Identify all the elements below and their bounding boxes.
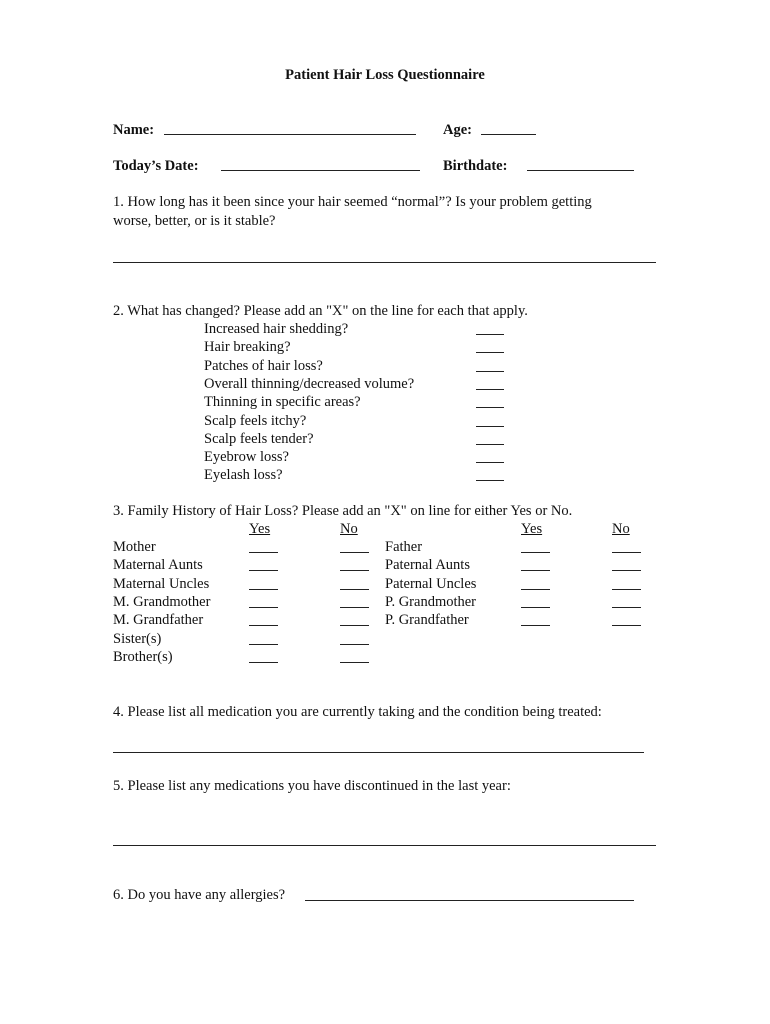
family-yes-line[interactable] bbox=[249, 589, 278, 590]
change-item-label: Eyebrow loss? bbox=[204, 449, 289, 466]
question-1-answer-line[interactable] bbox=[113, 262, 656, 263]
age-label: Age: bbox=[443, 122, 472, 138]
family-yes-line[interactable] bbox=[249, 625, 278, 626]
question-6-answer-line[interactable] bbox=[305, 900, 634, 901]
change-item-answer-line[interactable] bbox=[476, 371, 504, 372]
family-yes-line[interactable] bbox=[249, 607, 278, 608]
question-4-prompt: 4. Please list all medication you are currently taking and the condition being treated: bbox=[113, 704, 602, 720]
question-3-prompt: 3. Family History of Hair Loss? Please add an "X" on line for either Yes or No. bbox=[113, 503, 573, 519]
family-no-line[interactable] bbox=[612, 607, 641, 608]
no-header-left: No bbox=[340, 521, 358, 537]
question-5-prompt: 5. Please list any medications you have discontinued in the last year: bbox=[113, 778, 511, 794]
family-no-line[interactable] bbox=[340, 570, 369, 571]
change-item-label: Scalp feels itchy? bbox=[204, 412, 307, 429]
family-yes-line[interactable] bbox=[249, 662, 278, 663]
family-no-line[interactable] bbox=[340, 589, 369, 590]
family-yes-line[interactable] bbox=[521, 570, 550, 571]
change-item-label: Eyelash loss? bbox=[204, 467, 283, 484]
name-field[interactable] bbox=[164, 134, 416, 135]
yes-header-left: Yes bbox=[249, 521, 271, 537]
family-yes-line[interactable] bbox=[521, 589, 550, 590]
no-header-right: No bbox=[612, 521, 630, 537]
yes-header-right: Yes bbox=[521, 521, 543, 537]
family-no-line[interactable] bbox=[340, 644, 369, 645]
family-no-line[interactable] bbox=[340, 607, 369, 608]
family-member-label: Mother bbox=[113, 539, 156, 555]
family-no-line[interactable] bbox=[612, 552, 641, 553]
family-yes-line[interactable] bbox=[521, 607, 550, 608]
question-4-answer-line[interactable] bbox=[113, 752, 644, 753]
change-item-label: Overall thinning/decreased volume? bbox=[204, 375, 415, 392]
family-member-label: Paternal Uncles bbox=[385, 575, 477, 592]
change-item-label: Hair breaking? bbox=[204, 339, 291, 356]
change-item-label: Patches of hair loss? bbox=[204, 357, 323, 374]
change-item-answer-line[interactable] bbox=[476, 480, 504, 481]
name-label: Name: bbox=[113, 122, 155, 138]
birthdate-field[interactable] bbox=[527, 170, 634, 171]
change-item-answer-line[interactable] bbox=[476, 352, 504, 353]
todays-date-label: Today’s Date: bbox=[113, 158, 199, 174]
family-member-label: P. Grandmother bbox=[385, 593, 477, 610]
family-member-label: Paternal Aunts bbox=[385, 557, 470, 574]
page-title: Patient Hair Loss Questionnaire bbox=[285, 67, 485, 83]
change-item-answer-line[interactable] bbox=[476, 426, 504, 427]
change-item-answer-line[interactable] bbox=[476, 334, 504, 335]
question-2-prompt: 2. What has changed? Please add an "X" on the line for each that apply. bbox=[113, 303, 528, 319]
birthdate-label: Birthdate: bbox=[443, 158, 508, 174]
family-member-label: Father bbox=[385, 539, 423, 555]
age-field[interactable] bbox=[481, 134, 536, 135]
family-yes-line[interactable] bbox=[521, 552, 550, 553]
question-1-line-2: worse, better, or is it stable? bbox=[113, 213, 276, 229]
family-member-label: Maternal Aunts bbox=[113, 557, 203, 574]
family-no-line[interactable] bbox=[340, 662, 369, 663]
family-member-label: Sister(s) bbox=[113, 630, 162, 647]
family-member-label: M. Grandmother bbox=[113, 593, 211, 610]
change-item-answer-line[interactable] bbox=[476, 407, 504, 408]
family-yes-line[interactable] bbox=[249, 644, 278, 645]
family-no-line[interactable] bbox=[612, 589, 641, 590]
family-no-line[interactable] bbox=[612, 570, 641, 571]
family-no-line[interactable] bbox=[612, 625, 641, 626]
change-item-label: Thinning in specific areas? bbox=[204, 394, 361, 411]
family-yes-line[interactable] bbox=[521, 625, 550, 626]
question-1-line-1: 1. How long has it been since your hair seemed “normal”? Is your problem getting bbox=[113, 194, 592, 210]
family-yes-line[interactable] bbox=[249, 570, 278, 571]
family-no-line[interactable] bbox=[340, 552, 369, 553]
change-item-answer-line[interactable] bbox=[476, 462, 504, 463]
question-5-answer-line[interactable] bbox=[113, 845, 656, 846]
todays-date-field[interactable] bbox=[221, 170, 420, 171]
family-member-label: Maternal Uncles bbox=[113, 575, 210, 592]
change-item-answer-line[interactable] bbox=[476, 389, 504, 390]
family-member-label: P. Grandfather bbox=[385, 612, 469, 629]
family-member-label: M. Grandfather bbox=[113, 612, 204, 629]
change-item-answer-line[interactable] bbox=[476, 444, 504, 445]
change-item-label: Scalp feels tender? bbox=[204, 430, 314, 447]
family-no-line[interactable] bbox=[340, 625, 369, 626]
change-item-label: Increased hair shedding? bbox=[204, 321, 349, 337]
question-6-prompt: 6. Do you have any allergies? bbox=[113, 887, 286, 903]
family-yes-line[interactable] bbox=[249, 552, 278, 553]
family-member-label: Brother(s) bbox=[113, 648, 173, 665]
